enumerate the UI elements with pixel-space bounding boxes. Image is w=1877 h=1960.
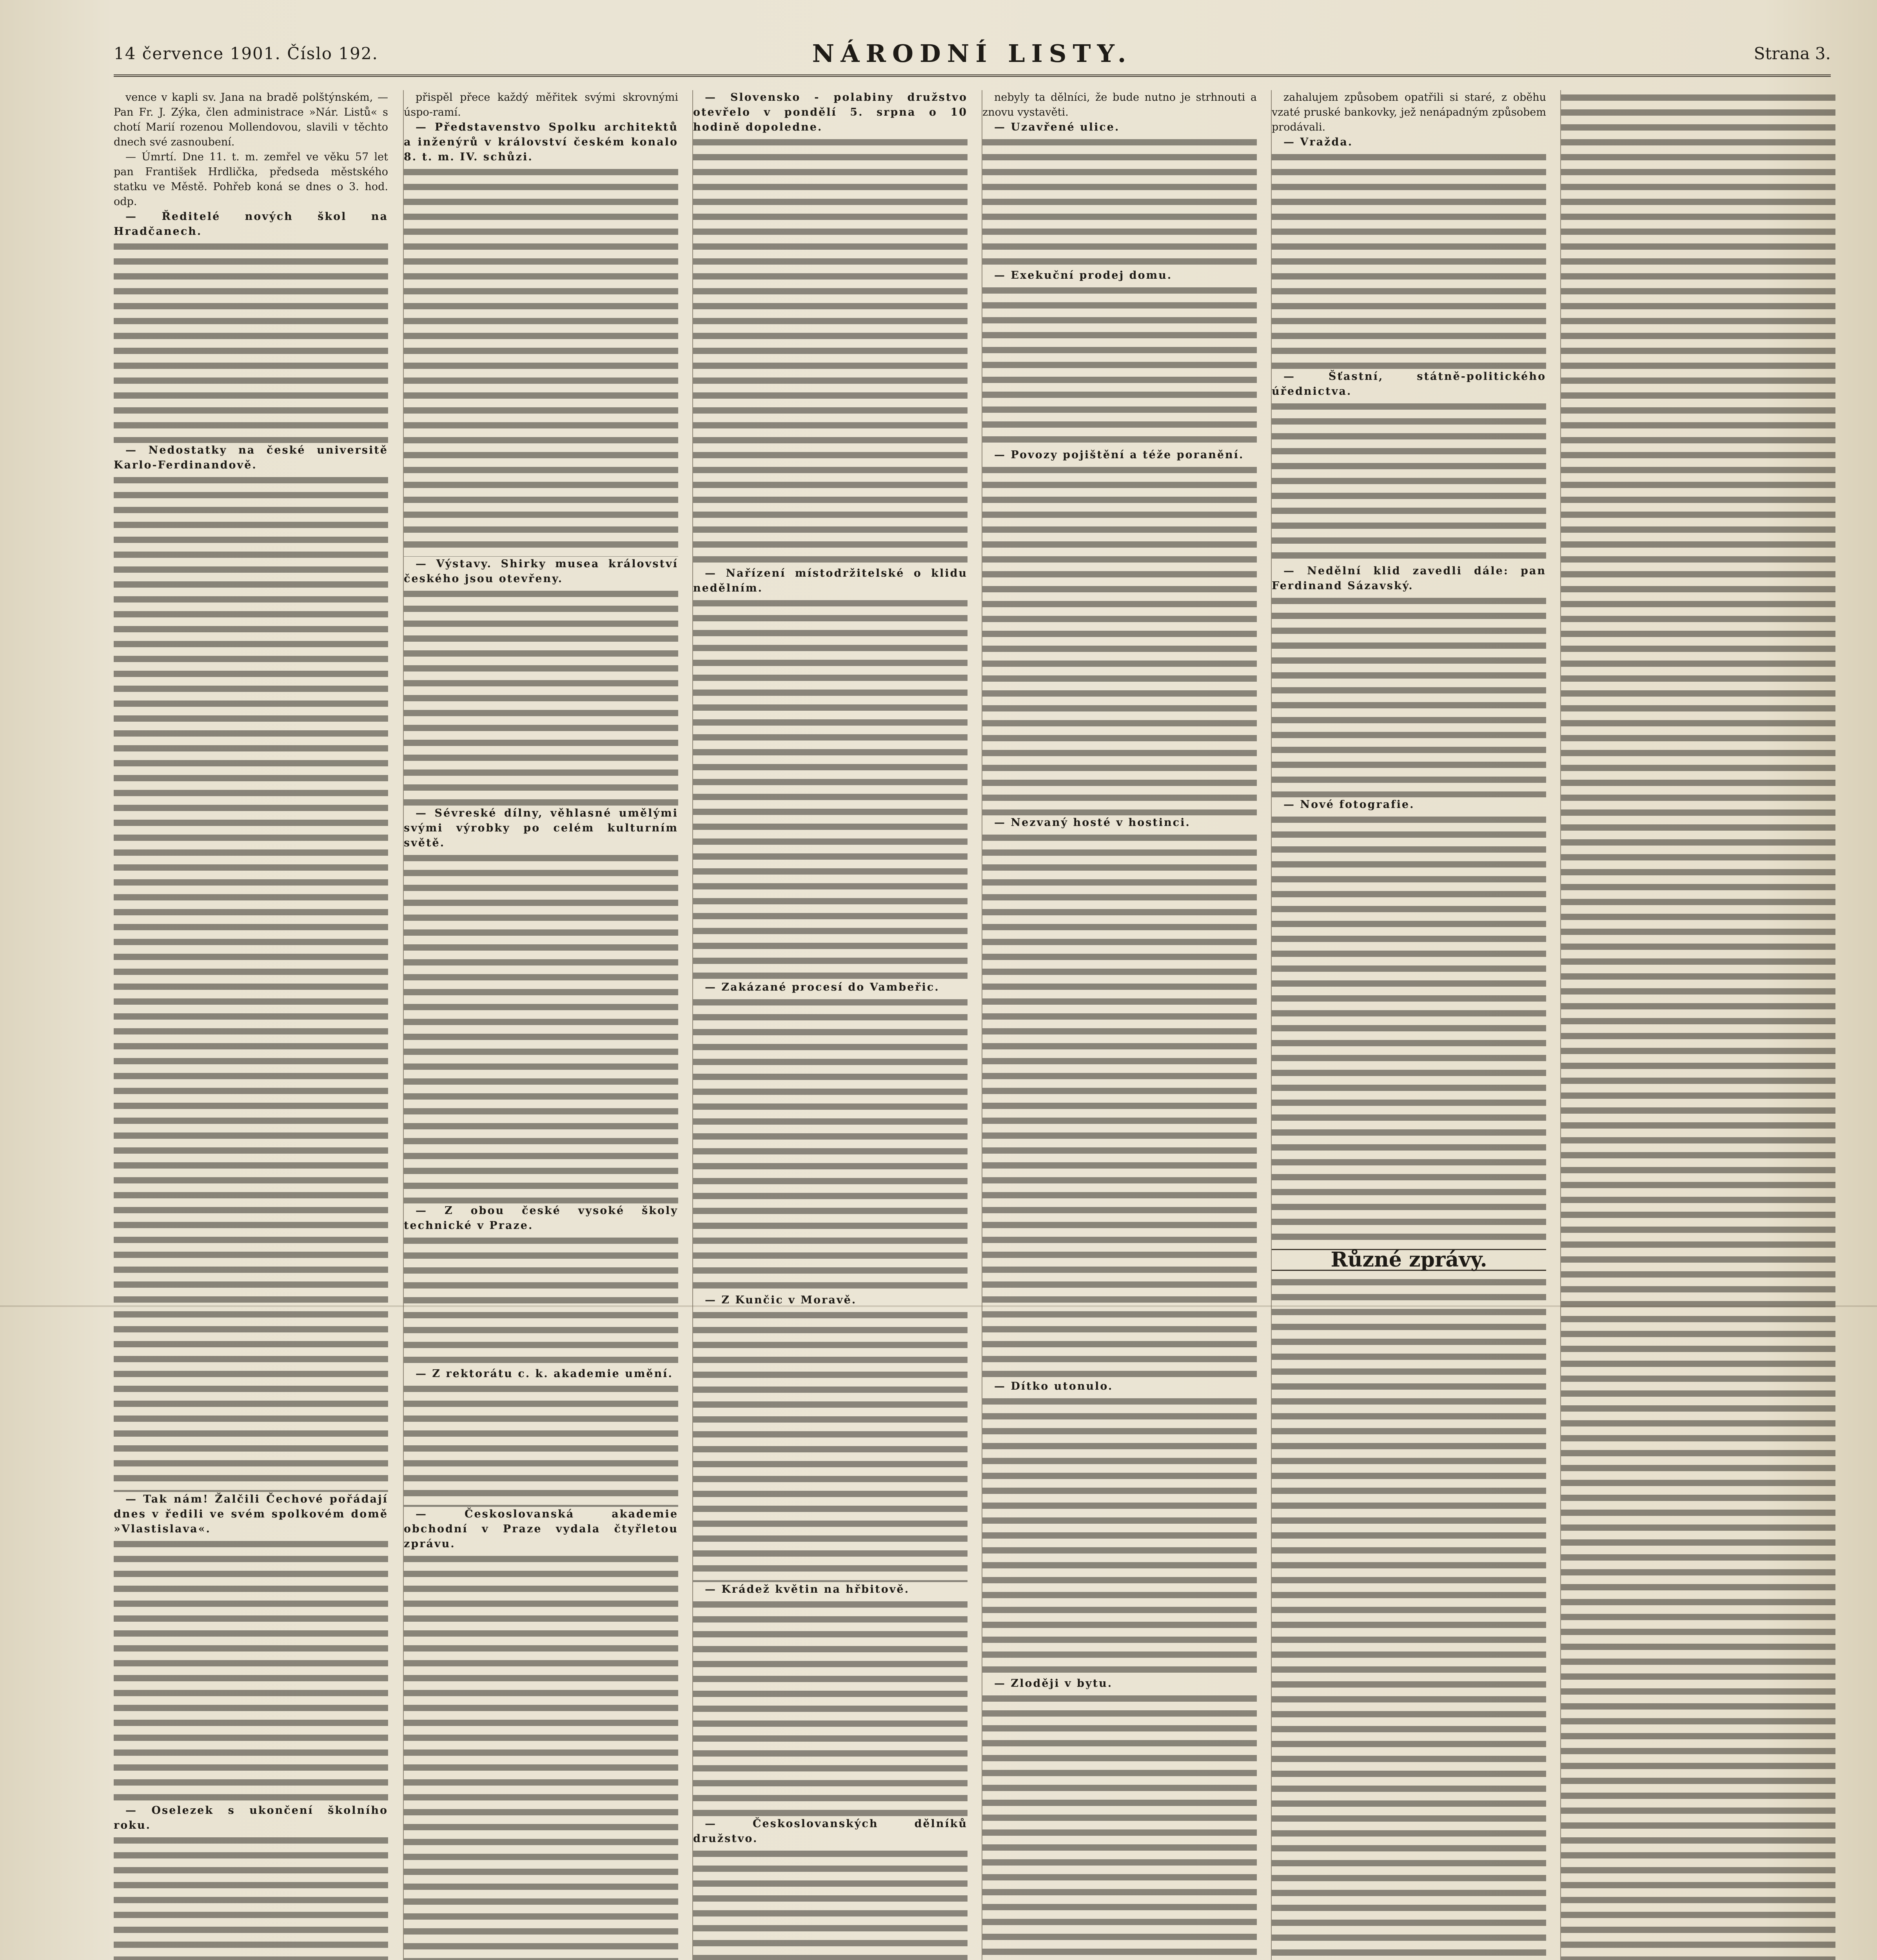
- paragraph: zahalujem způsobem opatřili si staré, z oběhu vzaté pruské bankovky, jež nenápadným způsobem prodávali.: [1272, 91, 1546, 133]
- article-heading: — Nařízení místodržitelské o klidu nedělním.: [693, 567, 968, 594]
- paragraph: vence v kapli sv. Jana na bradě polštýnském, — Pan Fr. J. Zýka, člen administrace »Nár. Listů« s chotí Marií rozenou Mollendovou, slavili v těchto dnech své zasnoubení.: [114, 91, 388, 148]
- text-body: [982, 283, 1257, 448]
- text-body: [404, 1552, 678, 1960]
- article-columns: [114, 90, 1835, 1960]
- article-heading: — Šťastní, státně-politického úřednictva.: [1272, 370, 1546, 397]
- section-title-ruzne-zpravy: Různé zprávy.: [1272, 1249, 1546, 1271]
- text-body: [693, 1597, 968, 1817]
- text-body: [982, 830, 1257, 1379]
- text-body: [982, 1394, 1257, 1676]
- column-1: [114, 90, 388, 1960]
- article-heading: — Zakázané procesí do Vambeřic.: [705, 981, 940, 993]
- article-heading: — Představenstvo Spolku architektů a inženýrů v království českém konalo 8. t. m. IV. schůzi.: [404, 121, 678, 163]
- article-heading: — Tak nám! Žalčili Čechové pořádají dnes v ředili ve svém spolkovém domě »Vlastislava«.: [114, 1493, 388, 1535]
- text-body: [693, 135, 968, 566]
- article-heading: — Povozy pojištění a téže poranění.: [994, 449, 1244, 461]
- text-body: [1272, 593, 1546, 797]
- article-heading: — Výstavy. Shirky musea království českého jsou otevřeny.: [404, 558, 678, 585]
- text-body: [693, 1846, 968, 1960]
- paragraph: nebyly ta dělníci, že bude nutno je strhnouti a znovu vystavěti.: [982, 91, 1257, 118]
- paper-fold: [0, 1305, 1877, 1307]
- article-heading: — Dítko utonulo.: [994, 1380, 1113, 1392]
- text-body: [114, 1537, 388, 1803]
- article-heading: — Českoslovanských dělníků družstvo.: [693, 1818, 968, 1845]
- article-heading: — Exekuční prodej domu.: [994, 269, 1173, 281]
- text-body: [1272, 812, 1546, 1243]
- text-body: [1272, 1275, 1546, 1960]
- article-heading: — Krádež květin na hřbitově.: [705, 1583, 909, 1595]
- article-heading: — Sévreské dílny, věhlasné umělými svými výrobky po celém kulturním světě.: [404, 807, 678, 849]
- newspaper-title: NÁRODNÍ LISTY.: [812, 39, 1133, 68]
- masthead: [114, 39, 1831, 77]
- paragraph: přispěl přece každý měřitek svými skrovnými úspo-ramí.: [404, 91, 678, 118]
- text-body: [982, 1691, 1257, 1960]
- article-heading: — Slovensko - polabiny družstvo otevřelo v pondělí 5. srpna o 10 hodině dopoledne.: [693, 91, 968, 133]
- column-5: [1271, 90, 1546, 1960]
- article-heading: — Z rektorátu c. k. akademie umění.: [416, 1368, 673, 1380]
- text-body: [114, 1833, 388, 1960]
- paragraph: — Úmrtí. Dne 11. t. m. zemřel ve věku 57 let pan František Hrdlička, předseda městského statku ve Městě. Pohřeb koná se dnes o 3. hod. odp.: [114, 151, 388, 208]
- article-heading: — Zloději v bytu.: [994, 1677, 1113, 1690]
- text-body: [114, 473, 388, 1492]
- issue-date: 14 července 1901. Číslo 192.: [114, 44, 378, 63]
- article-heading: — Z obou české vysoké školy technické v Praze.: [404, 1205, 678, 1232]
- text-body: [982, 135, 1257, 268]
- text-body: [982, 463, 1257, 815]
- article-heading: — Nedostatky na české universitě Karlo-Ferdinandově.: [114, 444, 388, 471]
- column-2: [403, 90, 678, 1960]
- text-body: [404, 1381, 678, 1507]
- text-body: [404, 586, 678, 806]
- article-heading: — Z Kunčic v Moravě.: [705, 1294, 857, 1306]
- text-body: [114, 239, 388, 443]
- text-body: [1561, 90, 1835, 1960]
- article-heading: — Nezvaný hosté v hostinci.: [994, 817, 1191, 829]
- column-4: [982, 90, 1257, 1960]
- column-3: [692, 90, 968, 1960]
- article-heading: — Ředitelé nových škol na Hradčanech.: [114, 211, 388, 238]
- column-6: [1560, 90, 1835, 1960]
- page-number: Strana 3.: [1754, 44, 1831, 63]
- text-body: [693, 995, 968, 1293]
- article-heading: — Nové fotografie.: [1283, 799, 1415, 811]
- article-heading: — Uzavřené ulice.: [994, 121, 1120, 133]
- text-body: [1272, 150, 1546, 369]
- article-heading: — Oselezek s ukončení školního roku.: [114, 1804, 388, 1831]
- text-body: [404, 851, 678, 1203]
- text-body: [693, 596, 968, 980]
- text-body: [1272, 399, 1546, 564]
- article-heading: — Českoslovanská akademie obchodní v Praze vydala čtyřletou zprávu.: [404, 1508, 678, 1550]
- article-heading: — Vražda.: [1283, 136, 1353, 148]
- text-body: [404, 165, 678, 557]
- text-body: [693, 1308, 968, 1582]
- article-heading: — Nedělní klid zavedli dále: pan Ferdinand Sázavský.: [1272, 565, 1546, 592]
- text-body: [404, 1233, 678, 1367]
